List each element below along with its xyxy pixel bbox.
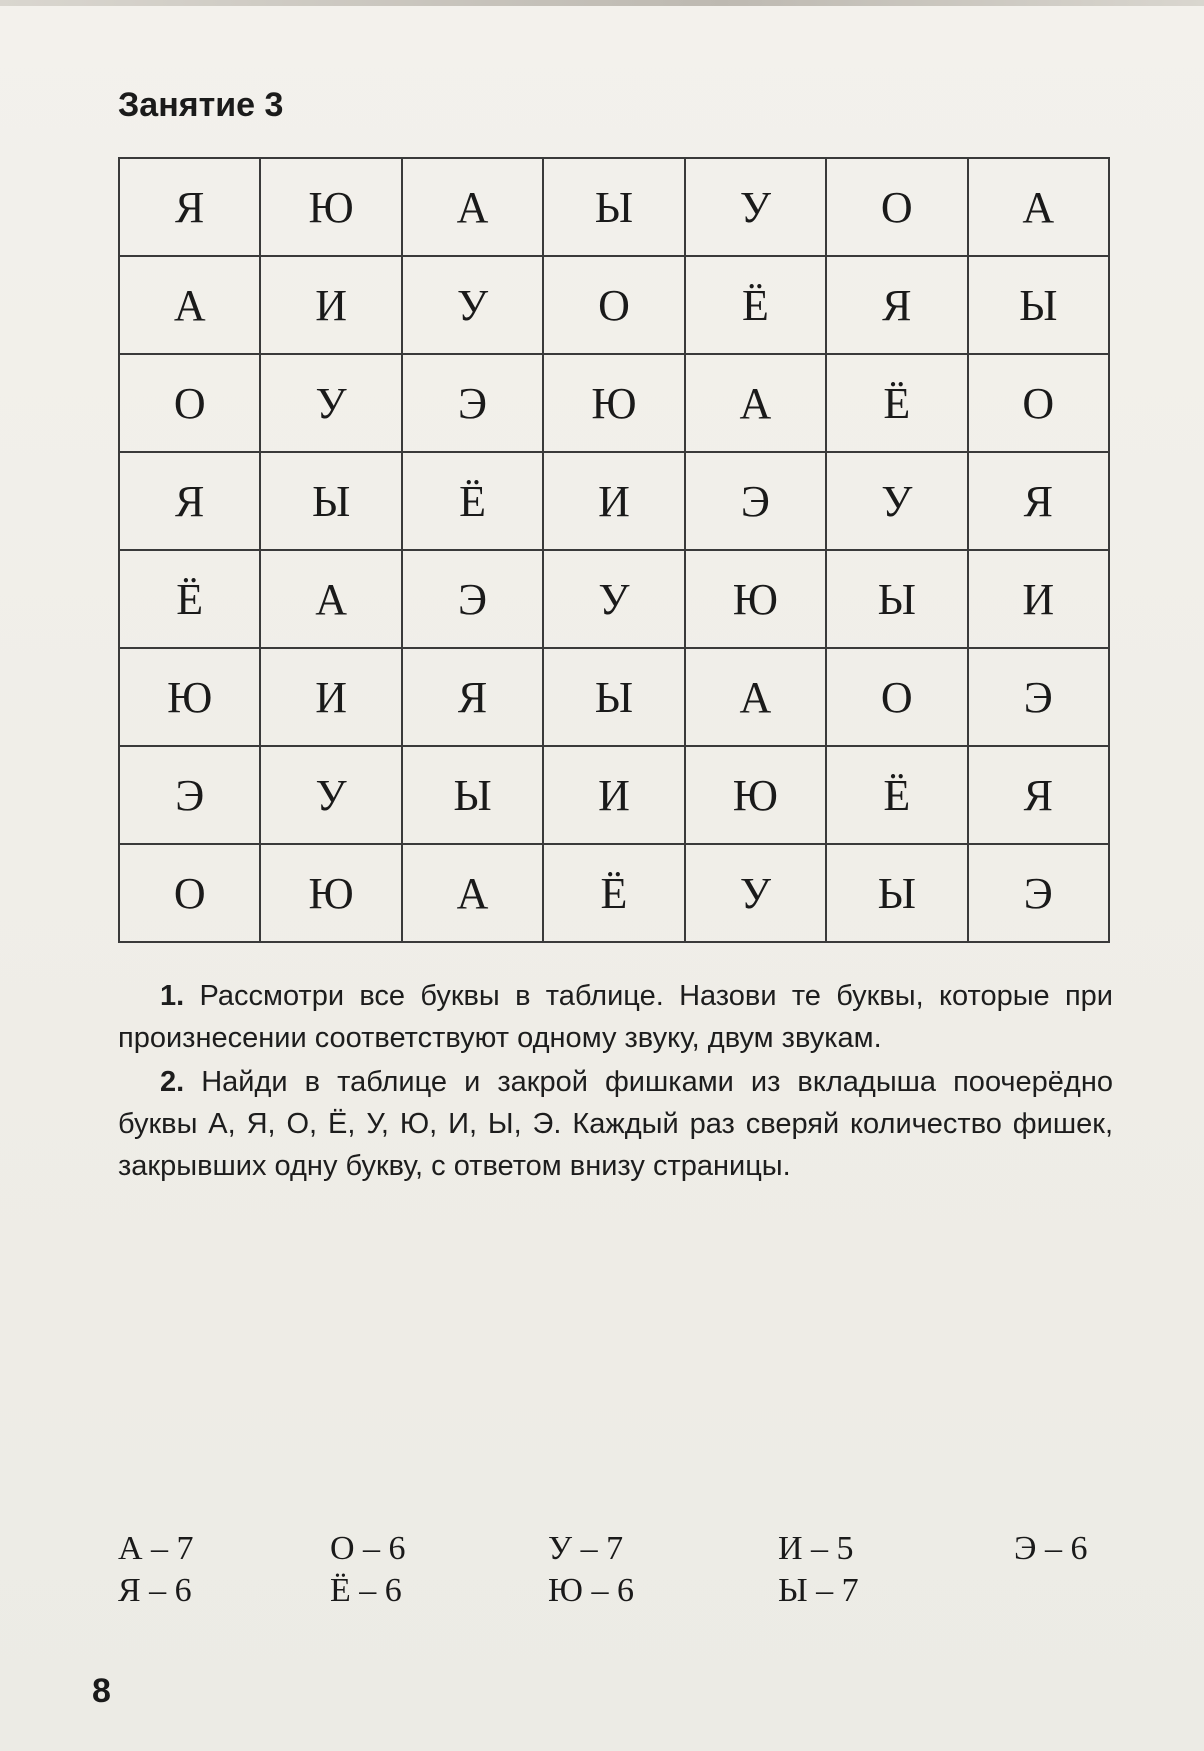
grid-cell: У [260, 354, 401, 452]
grid-cell: Ё [119, 550, 260, 648]
page-number: 8 [92, 1672, 111, 1710]
grid-cell: Ё [543, 844, 684, 942]
task-1 [118, 975, 1113, 1059]
grid-row [119, 452, 1109, 550]
grid-row [119, 648, 1109, 746]
grid-cell: У [685, 158, 826, 256]
grid-cell: Ю [685, 550, 826, 648]
grid-cell: А [968, 158, 1109, 256]
grid-row [119, 354, 1109, 452]
grid-cell: Ё [402, 452, 543, 550]
page-top-edge [0, 0, 1204, 6]
answer-item: Ё – 6 [330, 1572, 402, 1609]
task-list [118, 975, 1113, 1189]
task-number: 2. [160, 1066, 185, 1098]
grid-cell: Ю [260, 158, 401, 256]
task-text: Рассмотри все буквы в таблице. Назови те буквы, которые при произнесении соответствуют одному звуку, двум звукам. [118, 980, 1114, 1054]
letter-grid [118, 157, 1110, 943]
grid-cell: Я [968, 746, 1109, 844]
grid-cell: О [119, 844, 260, 942]
grid-cell: У [685, 844, 826, 942]
grid-cell: И [260, 648, 401, 746]
grid-row [119, 746, 1109, 844]
grid-cell: И [260, 256, 401, 354]
grid-cell: И [968, 550, 1109, 648]
grid-cell: Ё [685, 256, 826, 354]
grid-cell: А [402, 844, 543, 942]
answer-row [118, 1530, 1113, 1572]
grid-cell: А [685, 648, 826, 746]
grid-cell: О [826, 648, 967, 746]
answer-item: У – 7 [548, 1530, 624, 1567]
grid-cell: Я [119, 158, 260, 256]
grid-cell: Ю [685, 746, 826, 844]
grid-cell: Ы [968, 256, 1109, 354]
grid-cell: Э [685, 452, 826, 550]
task-number: 1. [160, 980, 185, 1012]
grid-cell: Ю [119, 648, 260, 746]
grid-cell: А [260, 550, 401, 648]
grid-cell: Я [119, 452, 260, 550]
grid-cell: Ё [826, 354, 967, 452]
task-2 [118, 1061, 1113, 1187]
grid-cell: И [543, 746, 684, 844]
grid-cell: Я [968, 452, 1109, 550]
grid-cell: Э [968, 648, 1109, 746]
grid-cell: Ы [543, 648, 684, 746]
grid-cell: У [543, 550, 684, 648]
grid-cell: И [543, 452, 684, 550]
grid-cell: Ю [260, 844, 401, 942]
lesson-title: Занятие 3 [118, 86, 284, 124]
grid-cell: Ю [543, 354, 684, 452]
grid-cell: Ы [402, 746, 543, 844]
grid-cell: Ы [826, 844, 967, 942]
grid-row [119, 158, 1109, 256]
answer-item: И – 5 [778, 1530, 854, 1567]
grid-cell: А [685, 354, 826, 452]
answer-item: Ы – 7 [778, 1572, 859, 1609]
grid-row [119, 550, 1109, 648]
grid-cell: У [826, 452, 967, 550]
grid-cell: Э [968, 844, 1109, 942]
grid-cell: А [402, 158, 543, 256]
answer-item: А – 7 [118, 1530, 194, 1567]
answer-row [118, 1572, 1113, 1614]
grid-cell: Ы [826, 550, 967, 648]
grid-row [119, 256, 1109, 354]
grid-cell: О [826, 158, 967, 256]
grid-cell: У [402, 256, 543, 354]
task-text: Найди в таблице и закрой фишками из вкладыша поочерёдно буквы А, Я, О, Ё, У, Ю, И, Ы, Э. Каждый раз сверяй количество фишек, закрывших одну букву, с ответом внизу страницы. [118, 1066, 1113, 1182]
grid-cell: Ы [543, 158, 684, 256]
grid-cell: Я [402, 648, 543, 746]
answer-item: Э – 6 [1014, 1530, 1088, 1567]
grid-cell: О [968, 354, 1109, 452]
answer-key [118, 1530, 1113, 1614]
grid-cell: Я [826, 256, 967, 354]
grid-cell: У [260, 746, 401, 844]
grid-cell: Э [402, 550, 543, 648]
answer-item: О – 6 [330, 1530, 406, 1567]
grid-row [119, 844, 1109, 942]
grid-cell: Э [402, 354, 543, 452]
answer-item: Я – 6 [118, 1572, 192, 1609]
grid-cell: О [543, 256, 684, 354]
grid-cell: О [119, 354, 260, 452]
grid-cell: Ё [826, 746, 967, 844]
answer-item: Ю – 6 [548, 1572, 634, 1609]
grid-cell: Э [119, 746, 260, 844]
grid-cell: А [119, 256, 260, 354]
grid-cell: Ы [260, 452, 401, 550]
